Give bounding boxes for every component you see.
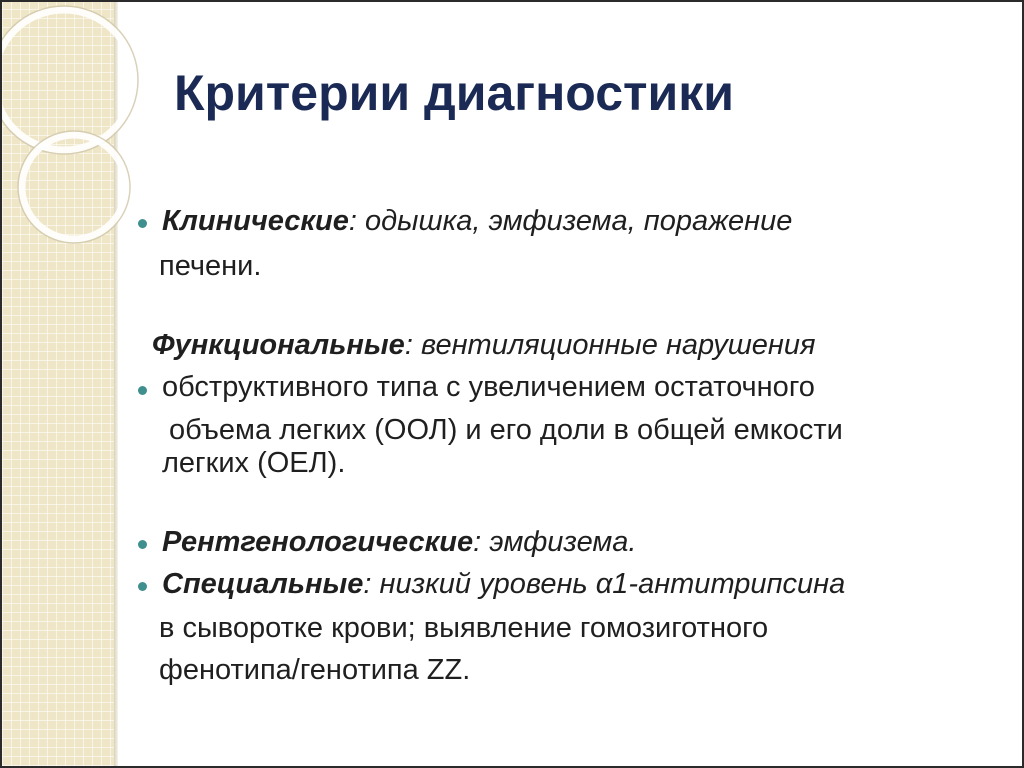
- sep-special: :: [363, 568, 380, 600]
- item-special-line2: в сыворотке крови; выявление гомозиготного: [159, 612, 769, 644]
- decorative-rings: [2, 2, 142, 262]
- desc-special: низкий уровень α1-антитрипсина: [379, 568, 846, 600]
- item-xray: [162, 526, 636, 559]
- item-functional-line4: легких (ОЕЛ).: [162, 447, 346, 479]
- term-special: Специальные: [162, 568, 364, 600]
- sep-xray: :: [473, 526, 490, 558]
- desc-functional: вентиляционные нарушения: [420, 329, 816, 361]
- item-clinical-cont: печени.: [159, 250, 262, 282]
- bullet-clinical: [138, 219, 147, 228]
- desc-xray: эмфизема.: [489, 526, 637, 558]
- item-functional-line3: объема легких (ООЛ) и его доли в общей емкости: [169, 414, 843, 446]
- item-special: [162, 568, 845, 601]
- bullet-functional: [138, 386, 147, 395]
- item-functional: [152, 329, 815, 362]
- bullet-xray: [138, 540, 147, 549]
- item-clinical: [162, 205, 792, 238]
- item-functional-line2: обструктивного типа с увеличением остаточного: [162, 371, 815, 403]
- desc-clinical: одышка, эмфизема, поражение: [365, 205, 793, 237]
- sep-functional: :: [404, 329, 421, 361]
- item-special-line3: фенотипа/генотипа ZZ.: [159, 654, 471, 686]
- slide-title: Критерии диагностики: [174, 65, 734, 121]
- ring-upper: [2, 10, 134, 150]
- sep-clinical: :: [348, 205, 365, 237]
- term-functional: Функциональные: [152, 329, 405, 361]
- term-xray: Рентгенологические: [162, 526, 474, 558]
- term-clinical: Клинические: [162, 205, 349, 237]
- bullet-special: [138, 582, 147, 591]
